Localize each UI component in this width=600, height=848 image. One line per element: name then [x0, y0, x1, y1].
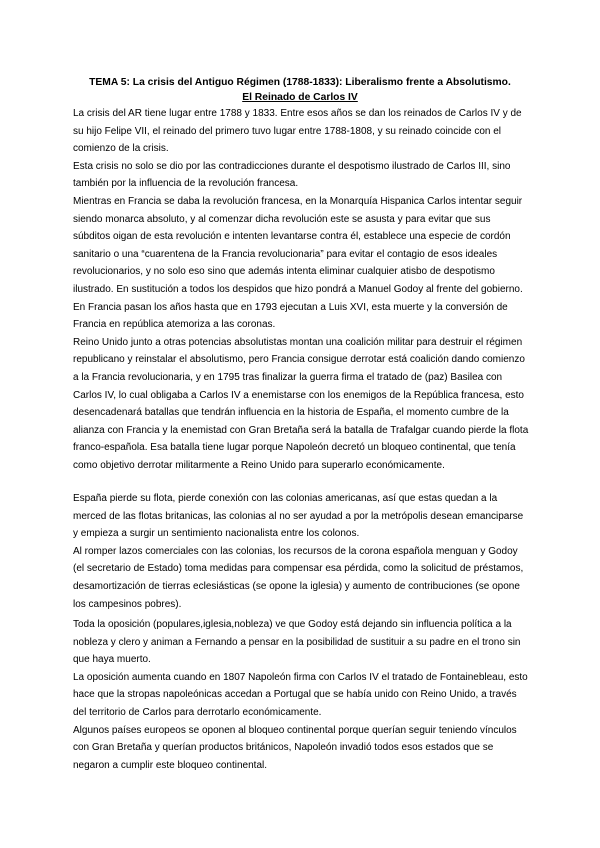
document-subtitle: El Reinado de Carlos IV: [242, 92, 358, 103]
paragraph: Mientras en Francia se daba la revolución francesa, en la Monarquía Hispanica Carlos intentar seguir siendo monarca absoluto, y al comenzar dicha revolución este se asusta y para evitar que sus súbditos oigan de esta revolución e intenten levantarse contra él, establece una especie de cordón sanitario o una “cuarentena de la Francia revolucionaria” para evitar el contagio de esos ideales revolucionarios, y no solo eso sino que además intenta eliminar cualquier atisbo de despotismo ilustrado. En sustitución a todos los despidos que hizo pondrá a Manuel Godoy al frente del gobierno.: [73, 195, 523, 295]
paragraph: Reino Unido junto a otras potencias absolutistas montan una coalición militar para destruir el régimen republicano y reinstalar el absolutismo, pero Francia consigue derrotar está coalición dando comienzo a la Francia revolucionaria, y en 1795 tras finalizar la guerra firma el tratado de (paz) Basilea con Carlos IV, lo cual obligaba a Carlos IV a enemistarse con los enemigos de la República francesa, esto desencadenará batallas que tendrán influencia en la historia de España, el momento cumbre de la alianza con Francia y la enemistad con Gran Bretaña será la batalla de Trafalgar cuando pierde la flota franco-española. Esa batalla tiene lugar porque Napoleón decretó un bloqueo continental, que tenía como objetivo derrotar militarmente a Reino Unido para superarlo económicamente.: [73, 336, 529, 471]
paragraph: La crisis del AR tiene lugar entre 1788 y 1833. Entre esos años se dan los reinados de Carlos IV y de su hijo Felipe VII, el reinado del primero tuvo lugar entre 1788-1808, y su reinado coincide con el comienzo de la crisis.: [73, 108, 522, 155]
paragraph: En Francia pasan los años hasta que en 1793 ejecutan a Luis XVI, esta muerte y la conversión de Francia en república atemoriza a las coronas.: [73, 301, 508, 331]
document-title: TEMA 5: La crisis del Antiguo Régimen (1788-1833): Liberalismo frente a Absolutismo.: [89, 77, 511, 88]
section-3: [73, 616, 529, 774]
section-2: [73, 490, 529, 613]
paragraph: Algunos países europeos se oponen al bloqueo continental porque querían seguir teniendo vínculos con Gran Bretaña y querían productos británicos, Napoleón invadió todos esos estados que se negaron a cumplir este bloqueo continental.: [73, 724, 517, 771]
paragraph: España pierde su flota, pierde conexión con las colonias americanas, así que estas quedan a la merced de las flotas britanicas, las colonias al no ser ayudad a por la metrópolis desean emanciparse y empieza a surgir un sentimiento nacionalista entre los colonos.: [73, 493, 524, 540]
paragraph: Al romper lazos comerciales con las colonias, los recursos de la corona española menguan y Godoy (el secretario de Estado) toma medidas para compensar esa pérdida, como la solicitud de préstamos, desamortización de tierras eclesiásticas (se opone la iglesia) y aumento de contribuciones (se opone los campesinos pobres).: [73, 545, 524, 610]
section-1: [73, 105, 529, 474]
paragraph: Esta crisis no solo se dio por las contradicciones durante el despotismo ilustrado de Carlos III, sino también por la influencia de la revolución francesa.: [73, 160, 511, 190]
paragraph: La oposición aumenta cuando en 1807 Napoleón firma con Carlos IV el tratado de Fontainebleau, esto hace que la stropas napoleónicas accedan a Portugal que se había unido con Reino Unido, a través del territorio de Carlos para derrotarlo económicamente.: [73, 671, 528, 718]
paragraph: Toda la oposición (populares,iglesia,nobleza) ve que Godoy está dejando sin influencia política a la nobleza y clero y animan a Fernando a pensar en la posibilidad de sustituir a su padre en el trono sin que haya muerto.: [73, 619, 521, 666]
